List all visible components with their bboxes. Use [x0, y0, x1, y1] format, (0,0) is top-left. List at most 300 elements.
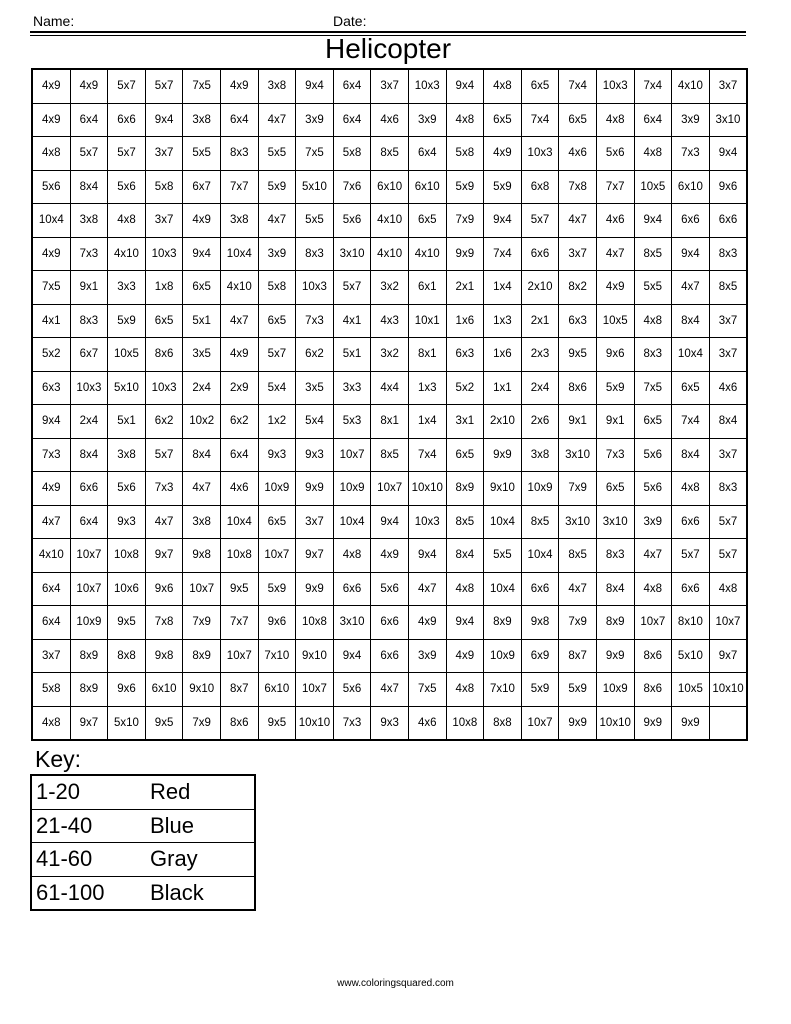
- grid-cell[interactable]: 10x4: [672, 338, 710, 372]
- grid-cell[interactable]: 10x3: [408, 505, 446, 539]
- grid-cell[interactable]: 5x8: [258, 271, 296, 305]
- grid-cell[interactable]: 3x5: [183, 338, 221, 372]
- grid-cell[interactable]: 6x5: [258, 304, 296, 338]
- grid-cell[interactable]: 7x7: [220, 606, 258, 640]
- grid-cell[interactable]: 10x3: [70, 371, 108, 405]
- grid-cell[interactable]: 3x7: [145, 204, 183, 238]
- grid-cell[interactable]: 4x7: [32, 505, 70, 539]
- grid-cell[interactable]: 6x5: [484, 103, 522, 137]
- grid-cell[interactable]: 4x9: [183, 204, 221, 238]
- grid-cell[interactable]: 8x7: [220, 673, 258, 707]
- grid-cell[interactable]: 3x10: [596, 505, 634, 539]
- grid-cell[interactable]: 5x6: [108, 170, 146, 204]
- grid-cell[interactable]: 9x4: [371, 505, 409, 539]
- grid-cell[interactable]: 5x7: [108, 69, 146, 103]
- grid-cell[interactable]: 7x4: [672, 405, 710, 439]
- grid-cell[interactable]: 3x9: [408, 103, 446, 137]
- grid-cell[interactable]: 8x3: [220, 137, 258, 171]
- grid-cell[interactable]: 4x8: [634, 304, 672, 338]
- grid-cell[interactable]: 8x4: [596, 572, 634, 606]
- grid-cell[interactable]: 9x9: [446, 237, 484, 271]
- grid-cell[interactable]: 10x5: [672, 673, 710, 707]
- grid-cell[interactable]: 7x4: [408, 438, 446, 472]
- grid-cell[interactable]: 5x6: [634, 472, 672, 506]
- grid-cell[interactable]: 9x10: [183, 673, 221, 707]
- grid-cell[interactable]: 4x7: [220, 304, 258, 338]
- grid-cell[interactable]: 4x10: [32, 539, 70, 573]
- grid-cell[interactable]: 6x7: [70, 338, 108, 372]
- grid-cell[interactable]: 8x9: [446, 472, 484, 506]
- grid-cell[interactable]: 4x7: [559, 572, 597, 606]
- grid-cell[interactable]: 9x6: [596, 338, 634, 372]
- grid-cell[interactable]: 9x8: [183, 539, 221, 573]
- grid-cell[interactable]: 5x7: [709, 505, 747, 539]
- grid-cell[interactable]: 4x7: [634, 539, 672, 573]
- grid-cell[interactable]: 1x4: [408, 405, 446, 439]
- grid-cell[interactable]: 10x7: [371, 472, 409, 506]
- grid-cell[interactable]: 3x7: [371, 69, 409, 103]
- grid-cell[interactable]: 4x8: [634, 137, 672, 171]
- grid-cell[interactable]: 6x3: [446, 338, 484, 372]
- grid-cell[interactable]: 8x5: [371, 137, 409, 171]
- grid-cell[interactable]: 6x4: [634, 103, 672, 137]
- grid-cell[interactable]: 6x6: [371, 606, 409, 640]
- grid-cell[interactable]: 6x4: [333, 69, 371, 103]
- grid-cell[interactable]: 9x1: [596, 405, 634, 439]
- grid-cell[interactable]: 10x4: [32, 204, 70, 238]
- grid-cell[interactable]: 5x1: [183, 304, 221, 338]
- grid-cell[interactable]: 6x6: [672, 204, 710, 238]
- grid-cell[interactable]: 10x3: [408, 69, 446, 103]
- grid-cell[interactable]: 3x8: [183, 505, 221, 539]
- grid-cell[interactable]: 6x8: [521, 170, 559, 204]
- grid-cell[interactable]: 7x10: [484, 673, 522, 707]
- grid-cell[interactable]: 7x7: [220, 170, 258, 204]
- grid-cell[interactable]: 8x6: [145, 338, 183, 372]
- grid-cell[interactable]: 9x6: [709, 170, 747, 204]
- grid-cell[interactable]: 4x7: [258, 103, 296, 137]
- grid-cell[interactable]: 4x9: [220, 338, 258, 372]
- grid-cell[interactable]: 4x9: [596, 271, 634, 305]
- grid-cell[interactable]: 6x5: [183, 271, 221, 305]
- grid-cell[interactable]: 9x5: [258, 706, 296, 740]
- grid-cell[interactable]: 6x4: [70, 505, 108, 539]
- grid-cell[interactable]: 10x4: [220, 505, 258, 539]
- grid-cell[interactable]: 5x9: [559, 673, 597, 707]
- grid-cell[interactable]: 9x4: [446, 606, 484, 640]
- grid-cell[interactable]: 9x9: [484, 438, 522, 472]
- grid-cell[interactable]: 9x9: [296, 472, 334, 506]
- grid-cell[interactable]: 1x8: [145, 271, 183, 305]
- grid-cell[interactable]: 8x8: [484, 706, 522, 740]
- grid-cell[interactable]: 8x5: [521, 505, 559, 539]
- grid-cell[interactable]: 5x7: [672, 539, 710, 573]
- grid-cell[interactable]: 6x5: [559, 103, 597, 137]
- grid-cell[interactable]: 6x4: [32, 572, 70, 606]
- grid-cell[interactable]: 1x6: [446, 304, 484, 338]
- grid-cell[interactable]: 10x7: [258, 539, 296, 573]
- grid-cell[interactable]: 10x10: [408, 472, 446, 506]
- grid-cell[interactable]: 8x8: [108, 639, 146, 673]
- grid-cell[interactable]: 6x10: [371, 170, 409, 204]
- grid-cell[interactable]: 7x4: [521, 103, 559, 137]
- grid-cell[interactable]: 4x7: [183, 472, 221, 506]
- grid-cell[interactable]: 8x10: [672, 606, 710, 640]
- grid-cell[interactable]: 5x9: [258, 572, 296, 606]
- grid-cell[interactable]: 10x7: [709, 606, 747, 640]
- grid-cell[interactable]: 7x8: [559, 170, 597, 204]
- grid-cell[interactable]: 4x10: [371, 237, 409, 271]
- grid-cell[interactable]: 3x3: [108, 271, 146, 305]
- grid-cell[interactable]: 10x5: [108, 338, 146, 372]
- grid-cell[interactable]: 6x9: [521, 639, 559, 673]
- grid-cell[interactable]: 6x5: [145, 304, 183, 338]
- grid-cell[interactable]: 10x10: [296, 706, 334, 740]
- grid-cell[interactable]: 6x5: [596, 472, 634, 506]
- grid-cell[interactable]: 10x7: [521, 706, 559, 740]
- grid-cell[interactable]: 3x7: [559, 237, 597, 271]
- grid-cell[interactable]: 8x4: [709, 405, 747, 439]
- grid-cell[interactable]: 1x3: [408, 371, 446, 405]
- grid-cell[interactable]: 5x6: [371, 572, 409, 606]
- grid-cell[interactable]: 3x10: [333, 237, 371, 271]
- grid-cell[interactable]: 4x1: [32, 304, 70, 338]
- grid-cell[interactable]: 6x6: [521, 237, 559, 271]
- grid-cell[interactable]: 2x6: [521, 405, 559, 439]
- grid-cell[interactable]: 8x1: [371, 405, 409, 439]
- grid-cell[interactable]: 5x6: [32, 170, 70, 204]
- grid-cell[interactable]: 9x8: [145, 639, 183, 673]
- grid-cell[interactable]: 3x9: [634, 505, 672, 539]
- grid-cell[interactable]: 9x3: [296, 438, 334, 472]
- grid-cell[interactable]: 2x3: [521, 338, 559, 372]
- grid-cell[interactable]: 4x6: [596, 204, 634, 238]
- grid-cell[interactable]: 6x6: [371, 639, 409, 673]
- grid-cell[interactable]: 5x8: [446, 137, 484, 171]
- grid-cell[interactable]: 1x1: [484, 371, 522, 405]
- grid-cell[interactable]: 9x1: [559, 405, 597, 439]
- grid-cell[interactable]: 6x6: [108, 103, 146, 137]
- grid-cell[interactable]: 1x4: [484, 271, 522, 305]
- grid-cell[interactable]: 8x4: [672, 304, 710, 338]
- grid-cell[interactable]: 10x3: [596, 69, 634, 103]
- grid-cell[interactable]: 8x6: [634, 673, 672, 707]
- grid-cell[interactable]: 4x6: [220, 472, 258, 506]
- grid-cell[interactable]: 6x5: [258, 505, 296, 539]
- grid-cell[interactable]: 8x5: [709, 271, 747, 305]
- grid-cell[interactable]: 8x4: [70, 438, 108, 472]
- grid-cell[interactable]: 3x7: [32, 639, 70, 673]
- grid-cell[interactable]: 10x9: [521, 472, 559, 506]
- grid-cell[interactable]: 10x5: [634, 170, 672, 204]
- grid-cell[interactable]: 3x7: [709, 69, 747, 103]
- grid-cell[interactable]: 2x4: [70, 405, 108, 439]
- grid-cell[interactable]: 2x4: [183, 371, 221, 405]
- grid-cell[interactable]: 4x8: [32, 706, 70, 740]
- grid-cell[interactable]: 6x5: [408, 204, 446, 238]
- grid-cell[interactable]: 4x10: [371, 204, 409, 238]
- grid-cell[interactable]: 5x1: [333, 338, 371, 372]
- grid-cell[interactable]: 5x9: [446, 170, 484, 204]
- grid-cell[interactable]: 9x9: [634, 706, 672, 740]
- grid-cell[interactable]: 7x5: [32, 271, 70, 305]
- grid-cell[interactable]: 10x4: [484, 505, 522, 539]
- grid-cell[interactable]: 4x7: [559, 204, 597, 238]
- grid-cell[interactable]: 10x2: [183, 405, 221, 439]
- grid-cell[interactable]: 10x6: [108, 572, 146, 606]
- grid-cell[interactable]: 3x10: [709, 103, 747, 137]
- grid-cell[interactable]: 5x5: [634, 271, 672, 305]
- grid-cell[interactable]: 7x9: [183, 706, 221, 740]
- grid-cell[interactable]: 10x3: [145, 371, 183, 405]
- grid-cell[interactable]: 3x9: [296, 103, 334, 137]
- grid-cell[interactable]: 9x4: [333, 639, 371, 673]
- grid-cell[interactable]: 4x10: [108, 237, 146, 271]
- grid-cell[interactable]: 7x3: [70, 237, 108, 271]
- grid-cell[interactable]: 3x10: [559, 438, 597, 472]
- grid-cell[interactable]: 9x10: [296, 639, 334, 673]
- grid-cell[interactable]: 5x4: [296, 405, 334, 439]
- grid-cell[interactable]: 8x4: [446, 539, 484, 573]
- grid-cell[interactable]: 3x8: [258, 69, 296, 103]
- grid-cell[interactable]: 9x5: [559, 338, 597, 372]
- grid-cell[interactable]: 4x10: [220, 271, 258, 305]
- grid-cell[interactable]: 10x7: [70, 572, 108, 606]
- grid-cell[interactable]: 5x5: [258, 137, 296, 171]
- grid-cell[interactable]: 2x1: [521, 304, 559, 338]
- grid-cell[interactable]: 6x5: [634, 405, 672, 439]
- grid-cell[interactable]: 3x7: [709, 438, 747, 472]
- grid-cell[interactable]: 9x9: [559, 706, 597, 740]
- grid-cell[interactable]: 7x3: [145, 472, 183, 506]
- grid-cell[interactable]: 6x4: [32, 606, 70, 640]
- grid-cell[interactable]: 9x4: [32, 405, 70, 439]
- grid-cell[interactable]: 4x7: [145, 505, 183, 539]
- grid-cell[interactable]: 3x2: [371, 271, 409, 305]
- grid-cell[interactable]: 1x2: [258, 405, 296, 439]
- grid-cell[interactable]: 5x7: [145, 438, 183, 472]
- grid-cell[interactable]: 7x4: [484, 237, 522, 271]
- grid-cell[interactable]: 8x3: [709, 472, 747, 506]
- grid-cell[interactable]: 4x8: [32, 137, 70, 171]
- grid-cell[interactable]: 9x3: [258, 438, 296, 472]
- grid-cell[interactable]: 10x9: [258, 472, 296, 506]
- grid-cell[interactable]: 3x7: [709, 304, 747, 338]
- grid-cell[interactable]: 5x7: [521, 204, 559, 238]
- grid-cell[interactable]: 5x2: [446, 371, 484, 405]
- grid-cell[interactable]: 3x10: [333, 606, 371, 640]
- grid-cell[interactable]: 10x4: [521, 539, 559, 573]
- grid-cell[interactable]: 9x3: [371, 706, 409, 740]
- grid-cell[interactable]: 7x3: [596, 438, 634, 472]
- grid-cell[interactable]: 4x9: [484, 137, 522, 171]
- grid-cell[interactable]: 4x9: [220, 69, 258, 103]
- grid-cell[interactable]: 8x3: [70, 304, 108, 338]
- grid-cell[interactable]: 8x9: [70, 673, 108, 707]
- grid-cell[interactable]: 5x7: [709, 539, 747, 573]
- grid-cell[interactable]: 4x8: [709, 572, 747, 606]
- grid-cell[interactable]: 8x5: [446, 505, 484, 539]
- grid-cell[interactable]: 5x1: [108, 405, 146, 439]
- grid-cell[interactable]: 5x10: [296, 170, 334, 204]
- grid-cell[interactable]: 6x6: [333, 572, 371, 606]
- grid-cell[interactable]: 10x7: [333, 438, 371, 472]
- grid-cell[interactable]: 10x9: [333, 472, 371, 506]
- grid-cell[interactable]: 10x5: [596, 304, 634, 338]
- grid-cell[interactable]: 10x7: [296, 673, 334, 707]
- grid-cell[interactable]: 8x9: [484, 606, 522, 640]
- grid-cell[interactable]: 10x7: [220, 639, 258, 673]
- grid-cell[interactable]: 6x5: [446, 438, 484, 472]
- grid-cell[interactable]: 7x3: [672, 137, 710, 171]
- grid-cell[interactable]: 3x7: [296, 505, 334, 539]
- grid-cell[interactable]: 6x7: [183, 170, 221, 204]
- grid-cell[interactable]: 9x4: [446, 69, 484, 103]
- grid-cell[interactable]: 7x4: [559, 69, 597, 103]
- grid-cell[interactable]: 7x10: [258, 639, 296, 673]
- grid-cell[interactable]: 5x6: [108, 472, 146, 506]
- grid-cell[interactable]: 7x3: [333, 706, 371, 740]
- grid-cell[interactable]: 4x7: [596, 237, 634, 271]
- grid-cell[interactable]: 4x7: [371, 673, 409, 707]
- grid-cell[interactable]: 5x7: [258, 338, 296, 372]
- grid-cell[interactable]: 10x7: [634, 606, 672, 640]
- grid-cell[interactable]: 2x9: [220, 371, 258, 405]
- grid-cell[interactable]: 5x9: [596, 371, 634, 405]
- grid-cell[interactable]: 4x10: [408, 237, 446, 271]
- grid-cell[interactable]: 8x6: [559, 371, 597, 405]
- grid-cell[interactable]: 5x6: [333, 673, 371, 707]
- grid-cell[interactable]: 4x9: [70, 69, 108, 103]
- grid-cell[interactable]: 6x6: [709, 204, 747, 238]
- grid-cell[interactable]: 4x9: [408, 606, 446, 640]
- grid-cell[interactable]: 7x5: [183, 69, 221, 103]
- grid-cell[interactable]: 4x9: [32, 69, 70, 103]
- grid-cell[interactable]: 8x6: [220, 706, 258, 740]
- grid-cell[interactable]: 6x5: [672, 371, 710, 405]
- grid-cell[interactable]: 4x9: [371, 539, 409, 573]
- grid-cell[interactable]: 6x4: [408, 137, 446, 171]
- grid-cell[interactable]: 3x8: [521, 438, 559, 472]
- grid-cell[interactable]: 8x7: [559, 639, 597, 673]
- grid-cell[interactable]: 10x3: [296, 271, 334, 305]
- grid-cell[interactable]: 3x9: [408, 639, 446, 673]
- grid-cell[interactable]: 4x8: [672, 472, 710, 506]
- grid-cell[interactable]: 10x3: [521, 137, 559, 171]
- grid-cell[interactable]: 4x8: [333, 539, 371, 573]
- grid-cell[interactable]: 7x9: [559, 606, 597, 640]
- grid-cell[interactable]: 5x4: [258, 371, 296, 405]
- grid-cell[interactable]: 7x5: [634, 371, 672, 405]
- grid-cell[interactable]: 7x6: [333, 170, 371, 204]
- grid-cell[interactable]: 7x3: [296, 304, 334, 338]
- grid-cell[interactable]: 9x5: [220, 572, 258, 606]
- grid-cell[interactable]: 9x6: [258, 606, 296, 640]
- grid-cell[interactable]: 7x5: [296, 137, 334, 171]
- grid-cell[interactable]: 9x4: [709, 137, 747, 171]
- grid-cell[interactable]: 9x4: [484, 204, 522, 238]
- grid-cell[interactable]: 3x3: [333, 371, 371, 405]
- grid-cell[interactable]: 2x10: [521, 271, 559, 305]
- grid-cell[interactable]: 9x7: [70, 706, 108, 740]
- grid-cell[interactable]: 5x2: [32, 338, 70, 372]
- grid-cell[interactable]: 8x3: [596, 539, 634, 573]
- grid-cell[interactable]: 9x4: [183, 237, 221, 271]
- grid-cell[interactable]: 6x10: [145, 673, 183, 707]
- grid-cell[interactable]: 9x10: [484, 472, 522, 506]
- grid-cell[interactable]: 8x4: [183, 438, 221, 472]
- grid-cell[interactable]: 5x8: [145, 170, 183, 204]
- grid-cell[interactable]: 5x9: [521, 673, 559, 707]
- grid-cell[interactable]: 3x8: [108, 438, 146, 472]
- grid-cell[interactable]: 6x10: [258, 673, 296, 707]
- grid-cell[interactable]: 6x2: [296, 338, 334, 372]
- grid-cell[interactable]: 4x7: [258, 204, 296, 238]
- grid-cell[interactable]: 8x5: [371, 438, 409, 472]
- grid-cell[interactable]: 8x9: [70, 639, 108, 673]
- grid-cell[interactable]: 4x8: [596, 103, 634, 137]
- grid-cell[interactable]: 5x9: [484, 170, 522, 204]
- grid-cell[interactable]: 5x7: [145, 69, 183, 103]
- grid-cell[interactable]: 10x8: [220, 539, 258, 573]
- grid-cell[interactable]: 3x5: [296, 371, 334, 405]
- grid-cell[interactable]: 5x5: [484, 539, 522, 573]
- grid-cell[interactable]: 4x8: [484, 69, 522, 103]
- grid-cell[interactable]: 6x4: [220, 103, 258, 137]
- grid-cell[interactable]: 10x1: [408, 304, 446, 338]
- grid-cell[interactable]: 6x6: [672, 572, 710, 606]
- grid-cell[interactable]: 9x3: [108, 505, 146, 539]
- grid-cell[interactable]: 6x3: [559, 304, 597, 338]
- grid-cell[interactable]: 6x2: [145, 405, 183, 439]
- grid-cell[interactable]: 5x10: [672, 639, 710, 673]
- grid-cell[interactable]: 4x9: [32, 472, 70, 506]
- grid-cell[interactable]: 8x6: [634, 639, 672, 673]
- grid-cell[interactable]: 7x8: [145, 606, 183, 640]
- grid-cell[interactable]: 7x9: [559, 472, 597, 506]
- grid-cell[interactable]: 9x4: [296, 69, 334, 103]
- grid-cell[interactable]: 5x9: [258, 170, 296, 204]
- grid-cell[interactable]: 8x1: [408, 338, 446, 372]
- grid-cell[interactable]: 5x9: [108, 304, 146, 338]
- grid-cell[interactable]: 9x7: [145, 539, 183, 573]
- grid-cell[interactable]: 8x9: [183, 639, 221, 673]
- grid-cell[interactable]: 10x10: [709, 673, 747, 707]
- grid-cell[interactable]: 4x7: [672, 271, 710, 305]
- grid-cell[interactable]: 3x9: [258, 237, 296, 271]
- grid-cell[interactable]: 6x6: [521, 572, 559, 606]
- grid-cell[interactable]: 5x10: [108, 371, 146, 405]
- grid-cell[interactable]: 5x7: [333, 271, 371, 305]
- grid-cell[interactable]: 7x4: [634, 69, 672, 103]
- grid-cell[interactable]: 1x6: [484, 338, 522, 372]
- grid-cell[interactable]: 4x8: [446, 103, 484, 137]
- grid-cell[interactable]: 10x8: [108, 539, 146, 573]
- grid-cell[interactable]: 9x5: [108, 606, 146, 640]
- grid-cell[interactable]: 6x2: [220, 405, 258, 439]
- grid-cell[interactable]: 3x1: [446, 405, 484, 439]
- grid-cell[interactable]: 7x7: [596, 170, 634, 204]
- grid-cell[interactable]: 8x9: [596, 606, 634, 640]
- grid-cell[interactable]: 10x9: [596, 673, 634, 707]
- grid-cell[interactable]: 7x3: [32, 438, 70, 472]
- grid-cell[interactable]: 10x7: [70, 539, 108, 573]
- grid-cell[interactable]: 10x8: [296, 606, 334, 640]
- grid-cell[interactable]: 10x7: [183, 572, 221, 606]
- grid-cell[interactable]: 9x9: [596, 639, 634, 673]
- grid-cell[interactable]: 7x9: [446, 204, 484, 238]
- grid-cell[interactable]: 4x6: [559, 137, 597, 171]
